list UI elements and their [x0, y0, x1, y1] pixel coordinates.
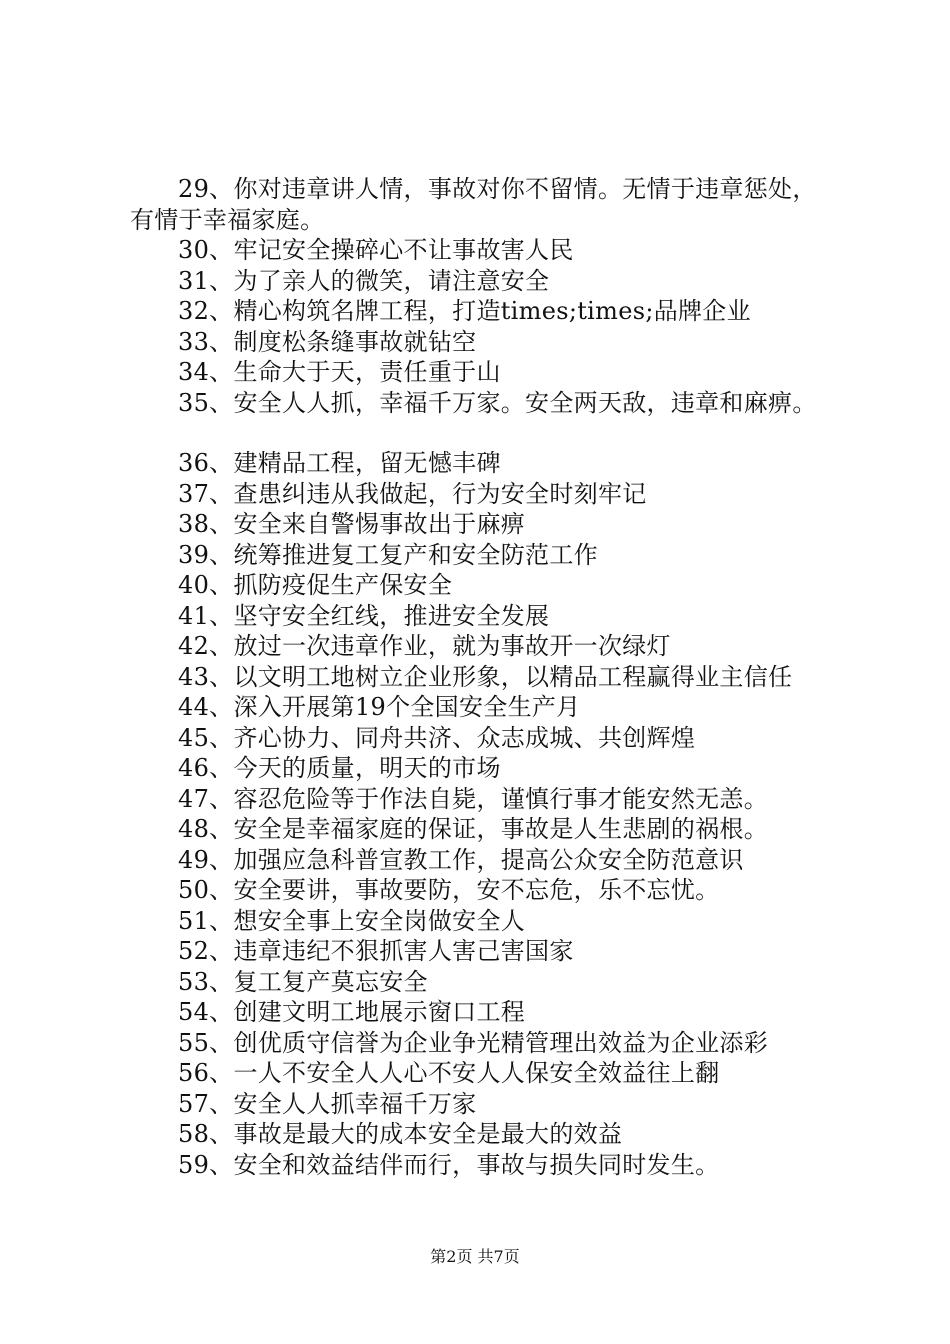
list-item: 50、安全要讲，事故要防，安不忘危，乐不忘忧。 — [178, 876, 720, 904]
list-item: 43、以文明工地树立企业形象，以精品工程赢得业主信任 — [178, 662, 793, 691]
list-item: 42、放过一次违章作业，就为事故开一次绿灯 — [178, 632, 671, 660]
list-item: 39、统筹推进复工复产和安全防范工作 — [178, 540, 598, 569]
list-item: 48、安全是幸福家庭的保证，事故是人生悲剧的祸根。 — [178, 815, 769, 843]
list-item: 58、事故是最大的成本安全是最大的效益 — [178, 1120, 623, 1148]
document-body — [130, 174, 870, 1180]
list-item: 49、加强应急科普宣教工作，提高公众安全防范意识 — [178, 845, 744, 874]
list-item: 38、安全来自警惕事故出于麻痹 — [178, 510, 526, 538]
list-item: 57、安全人人抓幸福千万家 — [178, 1089, 477, 1118]
page-footer: 第2页 共7页 — [430, 1247, 520, 1266]
list-item: 37、查患纠违从我做起，行为安全时刻牢记 — [178, 479, 647, 508]
list-item: 31、为了亲人的微笑，请注意安全 — [178, 266, 550, 295]
list-item: 35、安全人人抓，幸福千万家。安全两天敌，违章和麻痹。 — [178, 388, 817, 417]
list-item: 30、牢记安全操碎心不让事故害人民 — [178, 236, 574, 264]
list-item: 59、安全和效益结伴而行，事故与损失同时发生。 — [178, 1150, 720, 1179]
list-item: 40、抓防疫促生产保安全 — [178, 571, 453, 599]
list-item: 46、今天的质量，明天的市场 — [178, 754, 501, 782]
list-item: 52、违章违纪不狠抓害人害己害国家 — [178, 937, 574, 965]
list-item: 41、坚守安全红线，推进安全发展 — [178, 601, 550, 630]
list-item-continuation: 有情于幸福家庭。 — [130, 205, 325, 234]
list-item: 33、制度松条缝事故就钻空 — [178, 327, 477, 356]
paragraph-gap — [130, 418, 870, 448]
list-item: 34、生命大于天，责任重于山 — [178, 358, 501, 386]
list-item: 45、齐心协力、同舟共济、众志成城、共创辉煌 — [178, 723, 696, 752]
list-item: 44、深入开展第19个全国安全生产月 — [178, 693, 581, 721]
list-item: 53、复工复产莫忘安全 — [178, 967, 428, 996]
list-item: 32、精心构筑名牌工程，打造times;times;品牌企业 — [178, 297, 751, 325]
list-item: 36、建精品工程，留无憾丰碑 — [178, 449, 501, 477]
list-item: 47、容忍危险等于作法自毙，谨慎行事才能安然无恙。 — [178, 784, 769, 813]
list-item: 51、想安全事上安全岗做安全人 — [178, 906, 526, 935]
list-item: 54、创建文明工地展示窗口工程 — [178, 998, 526, 1026]
list-item: 55、创优质守信誉为企业争光精管理出效益为企业添彩 — [178, 1028, 769, 1057]
list-item: 56、一人不安全人人心不安人人保安全效益往上翻 — [178, 1059, 720, 1087]
list-item: 29、你对违章讲人情，事故对你不留情。无情于违章惩处， — [178, 175, 817, 203]
